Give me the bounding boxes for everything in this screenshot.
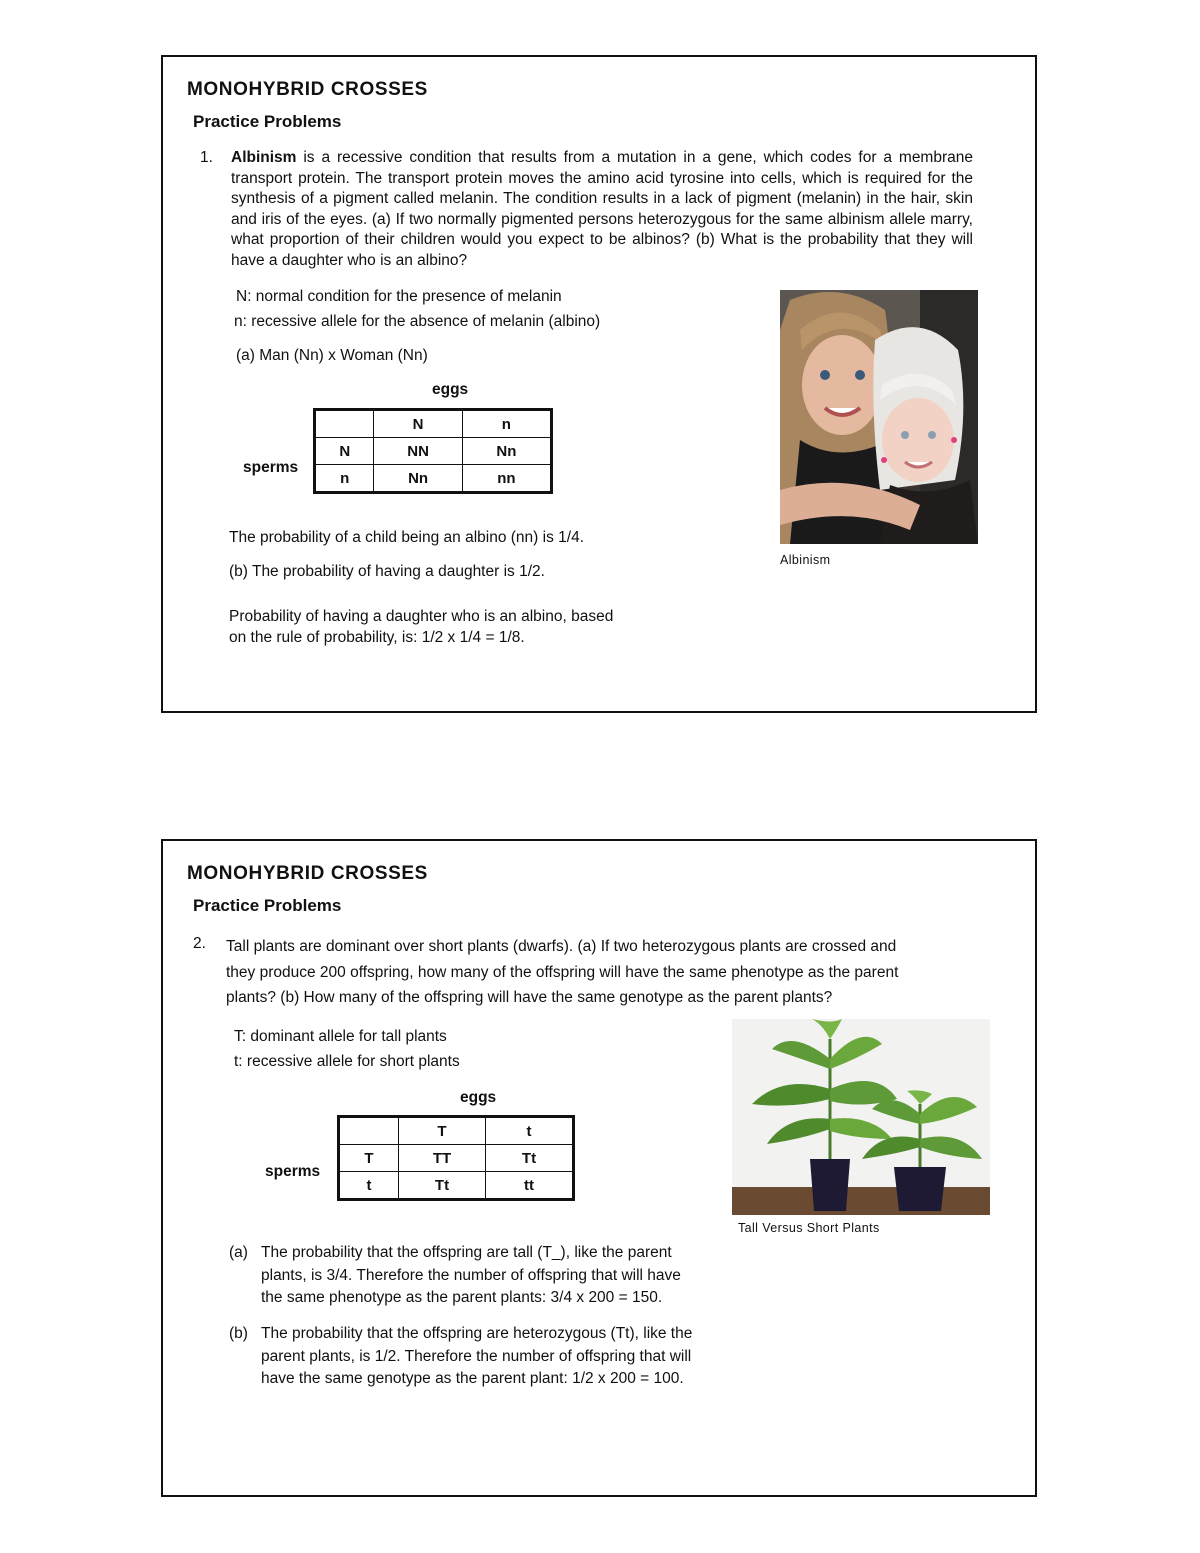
question-line: they produce 200 offspring, how many of the offspring will have the same phenotype as the parent xyxy=(226,963,899,981)
question-text xyxy=(231,148,973,271)
punnett-egg-allele: t xyxy=(486,1117,574,1145)
answer-a xyxy=(229,1242,681,1310)
punnett-square xyxy=(313,408,553,494)
answer-line: plants, is 3/4. Therefore the number of offspring that will have xyxy=(261,1266,681,1284)
punnett-cell: NN xyxy=(374,438,462,465)
punnett-sperm-allele: N xyxy=(315,438,374,465)
answer-body xyxy=(261,1323,692,1391)
image-caption: Tall Versus Short Plants xyxy=(738,1221,880,1235)
slide-title: MONOHYBRID CROSSES xyxy=(187,863,428,884)
punnett-egg-allele: T xyxy=(399,1117,486,1145)
answer-a: The probability of a child being an albino (nn) is 1/4. xyxy=(229,529,584,546)
punnett-corner xyxy=(315,410,374,438)
punnett-egg-allele: N xyxy=(374,410,462,438)
question-line: Tall plants are dominant over short plants (dwarfs). (a) If two heterozygous plants are crossed and xyxy=(226,938,897,955)
question-body: is a recessive condition that results from a mutation in a gene, which codes for a membrane transport protein. The transport protein moves the amino acid tyrosine into cells, which is required for the synthesis of a pigment called melanin. The condition results in a lack of pigment (melanin) in the hair, skin and iris of the eyes. (a) If two normally pigmented persons heterozygous for the same albinism allele marry, what proportion of their children would you expect to be albinos? (b) What is the probability that they will have a daughter who is an albino? xyxy=(231,149,973,269)
image-caption: Albinism xyxy=(780,553,831,567)
punnett-square xyxy=(337,1115,575,1201)
punnett-sperm-allele: n xyxy=(315,465,374,493)
conclusion xyxy=(229,607,613,648)
slide-subtitle: Practice Problems xyxy=(193,896,342,915)
answer-label: (b) xyxy=(229,1325,248,1342)
sperms-label: sperms xyxy=(243,459,299,476)
answer-line: parent plants, is 1/2. Therefore the number of offspring that will xyxy=(261,1347,692,1365)
sperms-label: sperms xyxy=(265,1163,321,1180)
question-number: 2. xyxy=(193,935,206,952)
punnett-row xyxy=(315,438,552,465)
punnett-cell: Nn xyxy=(374,465,462,493)
answer-b xyxy=(229,1323,692,1391)
allele-recessive: t: recessive allele for short plants xyxy=(234,1053,460,1070)
eggs-label: eggs xyxy=(460,1089,497,1106)
slide-subtitle: Practice Problems xyxy=(193,112,342,131)
answer-label: (a) xyxy=(229,1244,248,1261)
albinism-photo xyxy=(780,290,978,544)
punnett-cell: Nn xyxy=(462,438,551,465)
plants-photo xyxy=(732,1019,990,1215)
question-keyword: Albinism xyxy=(231,149,297,166)
punnett-header-row xyxy=(339,1117,574,1145)
punnett-cell: Tt xyxy=(399,1172,486,1200)
slide-albinism xyxy=(161,55,1037,713)
punnett-row xyxy=(315,465,552,493)
eggs-label: eggs xyxy=(432,381,469,398)
punnett-sperm-allele: T xyxy=(339,1145,399,1172)
question-line: plants? (b) How many of the offspring will have the same genotype as the parent plants? xyxy=(226,989,833,1006)
punnett-sperm-allele: t xyxy=(339,1172,399,1200)
answer-line: the same phenotype as the parent plants: 3/4 x 200 = 150. xyxy=(261,1289,663,1306)
slide-title: MONOHYBRID CROSSES xyxy=(187,79,428,100)
allele-dominant: N: normal condition for the presence of melanin xyxy=(236,288,562,305)
punnett-row xyxy=(339,1145,574,1172)
allele-dominant: T: dominant allele for tall plants xyxy=(234,1028,447,1045)
punnett-cell: tt xyxy=(486,1172,574,1200)
answer-line: The probability that the offspring are tall (T_), like the parent xyxy=(261,1244,672,1261)
question-number: 1. xyxy=(200,149,213,166)
answer-line: The probability that the offspring are heterozygous (Tt), like the xyxy=(261,1325,693,1342)
punnett-corner xyxy=(339,1117,399,1145)
answer-line: have the same genotype as the parent plant: 1/2 x 200 = 100. xyxy=(261,1370,684,1387)
cross-description: (a) Man (Nn) x Woman (Nn) xyxy=(236,347,428,364)
punnett-egg-allele: n xyxy=(462,410,551,438)
conclusion-line: on the rule of probability, is: 1/2 x 1/4 = 1/8. xyxy=(229,628,525,646)
punnett-row xyxy=(339,1172,574,1200)
question-text xyxy=(226,934,898,1011)
slide-tall-plants xyxy=(161,839,1037,1497)
punnett-cell: nn xyxy=(462,465,551,493)
conclusion-line: Probability of having a daughter who is an albino, based xyxy=(229,608,614,625)
allele-recessive: n: recessive allele for the absence of melanin (albino) xyxy=(234,313,601,330)
punnett-cell: Tt xyxy=(486,1145,574,1172)
punnett-header-row xyxy=(315,410,552,438)
punnett-cell: TT xyxy=(399,1145,486,1172)
answer-b: (b) The probability of having a daughter is 1/2. xyxy=(229,563,545,580)
answer-body xyxy=(261,1242,681,1310)
